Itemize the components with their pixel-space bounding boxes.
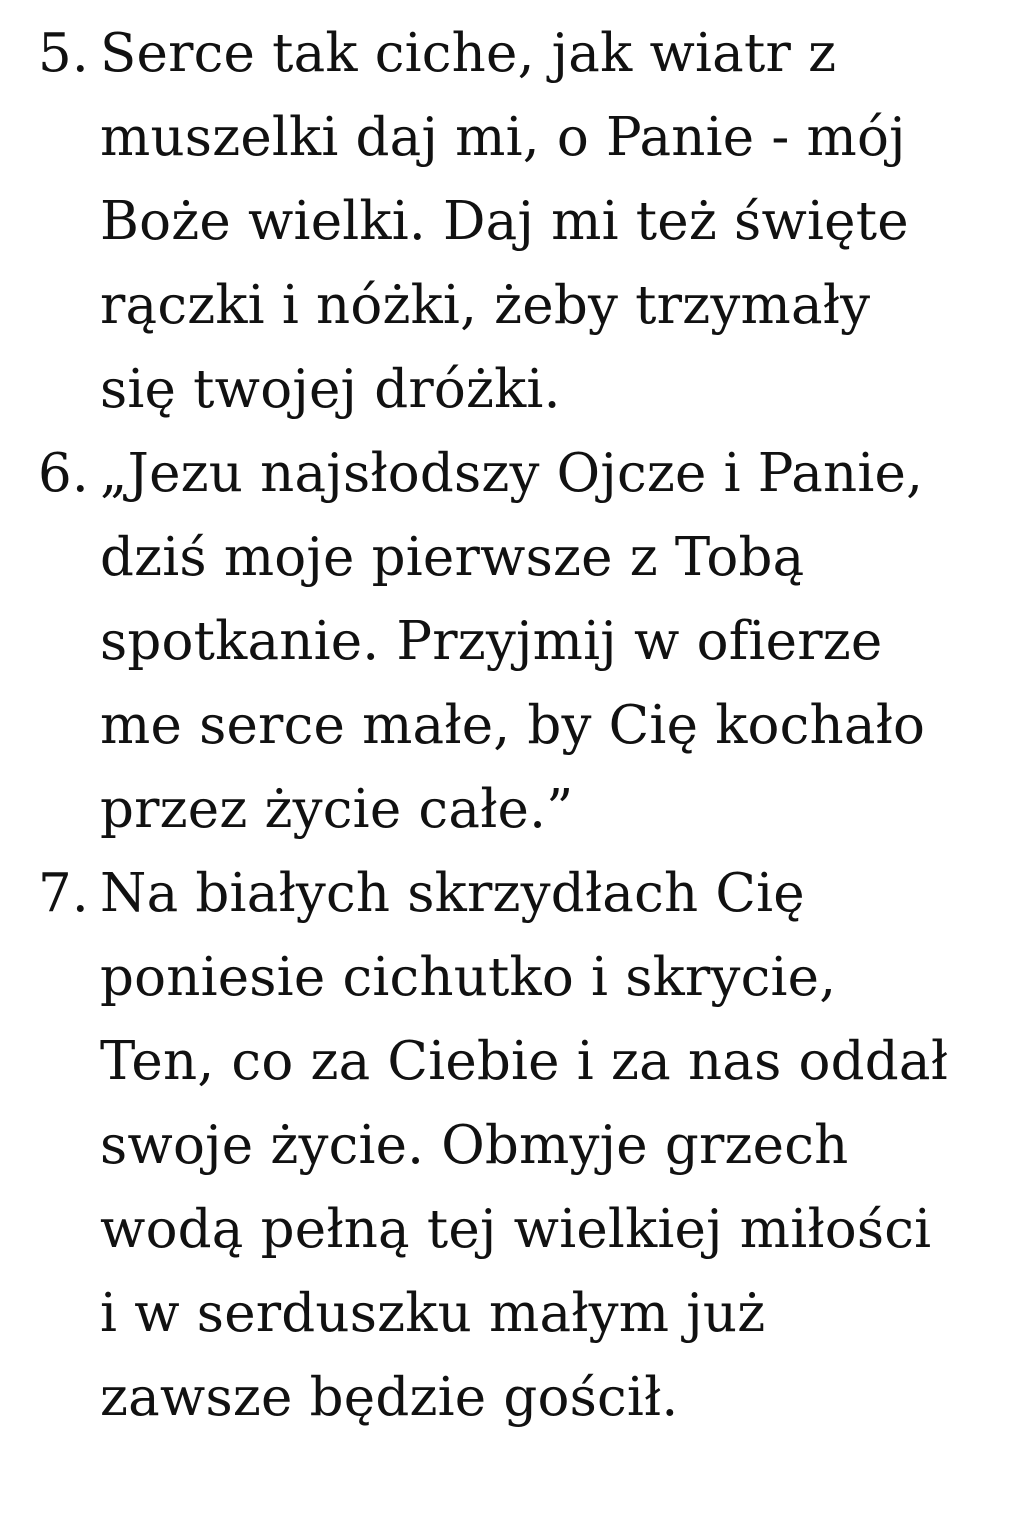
verse-number: 7. xyxy=(38,863,89,924)
verse-line: Ten, co za Ciebie i za nas oddał xyxy=(100,1031,949,1092)
verse-line: „Jezu najsłodszy Ojcze i Panie, xyxy=(100,443,924,504)
verse-7 xyxy=(0,852,1000,1440)
verse-5 xyxy=(0,12,1000,432)
verse-line: się twojej dróżki. xyxy=(100,359,561,420)
verse-6 xyxy=(0,432,1000,852)
verse-line: zawsze będzie gościł. xyxy=(100,1367,679,1428)
verse-line: me serce małe, by Cię kochało xyxy=(100,695,926,756)
clipped-previous-line xyxy=(100,0,1000,2)
verse-line: Boże wielki. Daj mi też święte xyxy=(100,191,909,252)
verse-line: poniesie cichutko i skrycie, xyxy=(100,947,837,1008)
verse-number: 6. xyxy=(38,443,89,504)
verse-line: rączki i nóżki, żeby trzymały xyxy=(100,275,871,336)
verse-line: wodą pełną tej wielkiej miłości xyxy=(100,1199,932,1260)
verse-line: Na białych skrzydłach Cię xyxy=(100,863,805,924)
verse-line: i w serduszku małym już xyxy=(100,1283,766,1344)
verse-line: przez życie całe.” xyxy=(100,779,574,840)
verse-line: muszelki daj mi, o Panie - mój xyxy=(100,107,906,168)
verse-line: swoje życie. Obmyje grzech xyxy=(100,1115,849,1176)
verse-line: Serce tak ciche, jak wiatr z xyxy=(100,23,837,84)
verse-line: spotkanie. Przyjmij w ofierze xyxy=(100,611,883,672)
verse-number: 5. xyxy=(38,23,89,84)
verse-line: dziś moje pierwsze z Tobą xyxy=(100,527,805,588)
